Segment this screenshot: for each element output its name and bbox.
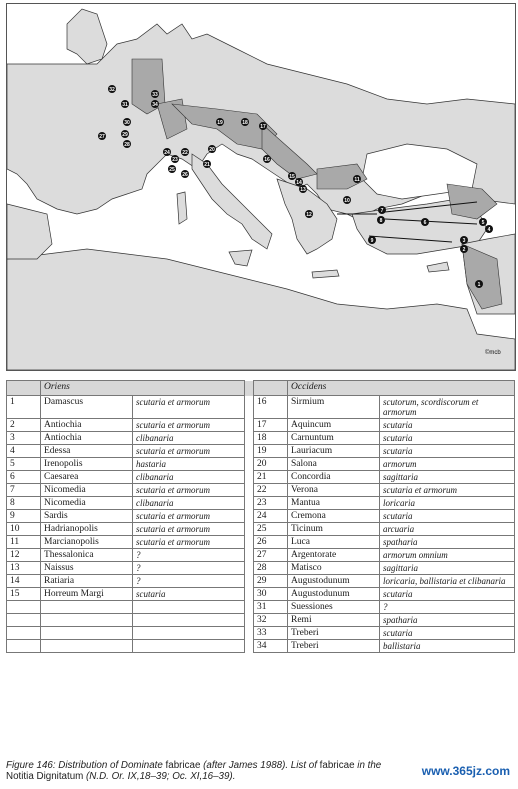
right-type: scutaria — [380, 419, 515, 432]
right-type: armorum — [380, 458, 515, 471]
table-row — [7, 614, 515, 627]
left-type: clibanaria — [133, 497, 245, 510]
left-type — [133, 627, 245, 640]
left-city: Naissus — [41, 562, 133, 575]
left-type: scutaria — [133, 588, 245, 601]
table-header-row — [7, 381, 515, 396]
fabrica-marker-label: 11 — [354, 176, 360, 183]
left-city: Horreum Margi — [41, 588, 133, 601]
table-row — [7, 432, 515, 445]
gap — [245, 523, 254, 536]
right-type: loricaria, ballistaria et clibanaria — [380, 575, 515, 588]
table-row — [7, 510, 515, 523]
right-number: 21 — [254, 471, 288, 484]
fabrica-marker-label: 25 — [169, 166, 175, 173]
table-row — [7, 640, 515, 653]
left-city: Nicomedia — [41, 484, 133, 497]
left-number: 8 — [7, 497, 41, 510]
right-type: scutorum, scordiscorum et armorum — [380, 396, 515, 419]
left-number: 1 — [7, 396, 41, 419]
table-row — [7, 562, 515, 575]
fabrica-marker-label: 26 — [182, 171, 188, 178]
right-number: 18 — [254, 432, 288, 445]
right-city: Argentorate — [288, 549, 380, 562]
fabrica-marker-label: 27 — [99, 133, 105, 140]
fabrica-marker-label: 29 — [122, 131, 128, 138]
gap — [245, 510, 254, 523]
fabrica-marker-label: 8 — [379, 217, 383, 224]
map-credit: ©mcb — [485, 350, 501, 356]
right-number: 19 — [254, 445, 288, 458]
right-type: spatharia — [380, 614, 515, 627]
table-row — [7, 445, 515, 458]
fabrica-marker-label: 19 — [217, 119, 223, 126]
left-number — [7, 627, 41, 640]
left-city: Nicomedia — [41, 497, 133, 510]
left-city: Marcianopolis — [41, 536, 133, 549]
right-type: ? — [380, 601, 515, 614]
right-number: 25 — [254, 523, 288, 536]
fabrica-marker-label: 33 — [152, 91, 158, 98]
gap — [245, 614, 254, 627]
left-type: ? — [133, 575, 245, 588]
fabrica-marker-label: 22 — [182, 149, 188, 156]
right-number: 30 — [254, 588, 288, 601]
table-row — [7, 497, 515, 510]
right-type: ballistaria — [380, 640, 515, 653]
left-type: ? — [133, 562, 245, 575]
gap — [245, 497, 254, 510]
right-number: 27 — [254, 549, 288, 562]
left-city — [41, 627, 133, 640]
fabrica-marker-label: 5 — [481, 219, 485, 226]
left-number — [7, 601, 41, 614]
fabrica-marker-label: 24 — [164, 149, 170, 156]
fabrica-marker-label: 21 — [204, 161, 210, 168]
fabrica-marker-label: 9 — [370, 237, 374, 244]
left-number: 6 — [7, 471, 41, 484]
left-type — [133, 640, 245, 653]
fabrica-marker-label: 3 — [462, 237, 466, 244]
right-type: sagittaria — [380, 562, 515, 575]
left-type: clibanaria — [133, 432, 245, 445]
gap — [245, 562, 254, 575]
left-type: scutaria et armorum — [133, 523, 245, 536]
left-type: scutaria et armorum — [133, 536, 245, 549]
right-number: 23 — [254, 497, 288, 510]
left-type — [133, 601, 245, 614]
right-city: Augustodunum — [288, 575, 380, 588]
right-city: Remi — [288, 614, 380, 627]
left-city: Sardis — [41, 510, 133, 523]
right-number: 22 — [254, 484, 288, 497]
left-city: Hadrianopolis — [41, 523, 133, 536]
left-number: 13 — [7, 562, 41, 575]
gap — [245, 549, 254, 562]
left-number: 15 — [7, 588, 41, 601]
left-city — [41, 614, 133, 627]
table-row — [7, 458, 515, 471]
left-number: 14 — [7, 575, 41, 588]
left-number: 2 — [7, 419, 41, 432]
left-number: 5 — [7, 458, 41, 471]
right-city: Concordia — [288, 471, 380, 484]
gap — [245, 575, 254, 588]
right-number: 17 — [254, 419, 288, 432]
gap — [245, 458, 254, 471]
table-row — [7, 419, 515, 432]
gap — [245, 627, 254, 640]
right-city: Luca — [288, 536, 380, 549]
left-type: scutaria et armorum — [133, 484, 245, 497]
fabrica-marker-label: 13 — [300, 186, 306, 193]
left-number: 11 — [7, 536, 41, 549]
right-type: arcuaria — [380, 523, 515, 536]
right-number: 24 — [254, 510, 288, 523]
fabrica-marker-label: 6 — [423, 219, 427, 226]
left-city — [41, 601, 133, 614]
right-type: loricaria — [380, 497, 515, 510]
fabricae-table — [6, 380, 515, 653]
gap — [245, 432, 254, 445]
left-number — [7, 640, 41, 653]
fabrica-marker-label: 12 — [306, 211, 312, 218]
right-city: Salona — [288, 458, 380, 471]
table-row — [7, 627, 515, 640]
table-row — [7, 484, 515, 497]
left-city: Ratiaria — [41, 575, 133, 588]
fabrica-marker-label: 1 — [477, 281, 481, 288]
right-city: Verona — [288, 484, 380, 497]
table-row — [7, 549, 515, 562]
table-row — [7, 601, 515, 614]
right-city: Augustodunum — [288, 588, 380, 601]
fabrica-marker-label: 30 — [124, 119, 130, 126]
map-figure — [6, 3, 516, 371]
fabrica-marker-label: 14 — [296, 179, 302, 186]
right-type: scutaria — [380, 588, 515, 601]
left-city — [41, 640, 133, 653]
fabrica-marker-label: 20 — [209, 146, 215, 153]
left-type: scutaria et armorum — [133, 510, 245, 523]
left-type: scutaria et armorum — [133, 445, 245, 458]
table-row — [7, 575, 515, 588]
right-type: sagittaria — [380, 471, 515, 484]
gap — [245, 640, 254, 653]
left-number: 12 — [7, 549, 41, 562]
left-city: Antiochia — [41, 432, 133, 445]
fabrica-marker-label: 7 — [380, 207, 384, 214]
right-number: 34 — [254, 640, 288, 653]
left-number: 10 — [7, 523, 41, 536]
right-number: 16 — [254, 396, 288, 419]
table-row — [7, 536, 515, 549]
right-city: Lauriacum — [288, 445, 380, 458]
right-number: 29 — [254, 575, 288, 588]
gap — [245, 396, 254, 419]
left-number: 7 — [7, 484, 41, 497]
left-number: 3 — [7, 432, 41, 445]
right-city: Ticinum — [288, 523, 380, 536]
fabrica-marker-label: 23 — [172, 156, 178, 163]
right-number: 33 — [254, 627, 288, 640]
right-type: scutaria — [380, 627, 515, 640]
left-number — [7, 614, 41, 627]
gap — [245, 471, 254, 484]
right-city: Treberi — [288, 640, 380, 653]
left-city: Irenopolis — [41, 458, 133, 471]
fabrica-marker-label: 4 — [487, 226, 491, 233]
gap — [245, 588, 254, 601]
fabrica-marker-label: 28 — [124, 141, 130, 148]
right-type: scutaria — [380, 445, 515, 458]
gap — [245, 536, 254, 549]
fabrica-marker-label: 15 — [289, 173, 295, 180]
fabrica-marker-label: 16 — [264, 156, 270, 163]
fabrica-marker-label: 17 — [260, 123, 266, 130]
right-number: 32 — [254, 614, 288, 627]
left-type — [133, 614, 245, 627]
left-type: hastaria — [133, 458, 245, 471]
right-city: Mantua — [288, 497, 380, 510]
table-row — [7, 471, 515, 484]
left-number: 4 — [7, 445, 41, 458]
right-type: scutaria — [380, 432, 515, 445]
left-city: Edessa — [41, 445, 133, 458]
right-type: scutaria — [380, 510, 515, 523]
left-number: 9 — [7, 510, 41, 523]
gap — [245, 419, 254, 432]
right-number: 28 — [254, 562, 288, 575]
left-type: ? — [133, 549, 245, 562]
fabrica-marker-label: 10 — [344, 197, 350, 204]
right-type: armorum omnium — [380, 549, 515, 562]
left-type: scutaria et armorum — [133, 396, 245, 419]
fabrica-marker-label: 2 — [462, 246, 466, 253]
figure-caption: Figure 146: Distribution of Dominate fabricae (after James 1988). List of fabricae in the Notitia Dignitatum (N.D. Or. IX,18–39; Oc. XI,16–39). — [6, 760, 382, 782]
table-row — [7, 523, 515, 536]
fabrica-marker-label: 34 — [152, 101, 158, 108]
fabrica-marker-label: 18 — [242, 119, 248, 126]
left-city: Damascus — [41, 396, 133, 419]
header-oriens: Oriens — [41, 381, 245, 396]
left-city: Antiochia — [41, 419, 133, 432]
gap — [245, 601, 254, 614]
header-occidens: Occidens — [288, 381, 515, 396]
right-city: Carnuntum — [288, 432, 380, 445]
gap — [245, 484, 254, 497]
right-city: Treberi — [288, 627, 380, 640]
map-svg — [7, 4, 515, 370]
right-number: 20 — [254, 458, 288, 471]
table-row — [7, 588, 515, 601]
table-row — [7, 396, 515, 419]
left-type: clibanaria — [133, 471, 245, 484]
watermark: www.365jz.com — [421, 764, 510, 778]
right-type: spatharia — [380, 536, 515, 549]
left-city: Thessalonica — [41, 549, 133, 562]
left-city: Caesarea — [41, 471, 133, 484]
right-city: Aquincum — [288, 419, 380, 432]
left-type: scutaria et armorum — [133, 419, 245, 432]
fabrica-marker-label: 31 — [122, 101, 128, 108]
right-city: Matisco — [288, 562, 380, 575]
right-city: Cremona — [288, 510, 380, 523]
right-type: scutaria et armorum — [380, 484, 515, 497]
gap — [245, 445, 254, 458]
right-number: 31 — [254, 601, 288, 614]
right-number: 26 — [254, 536, 288, 549]
right-city: Sirmium — [288, 396, 380, 419]
right-city: Suessiones — [288, 601, 380, 614]
fabrica-marker-label: 32 — [109, 86, 115, 93]
